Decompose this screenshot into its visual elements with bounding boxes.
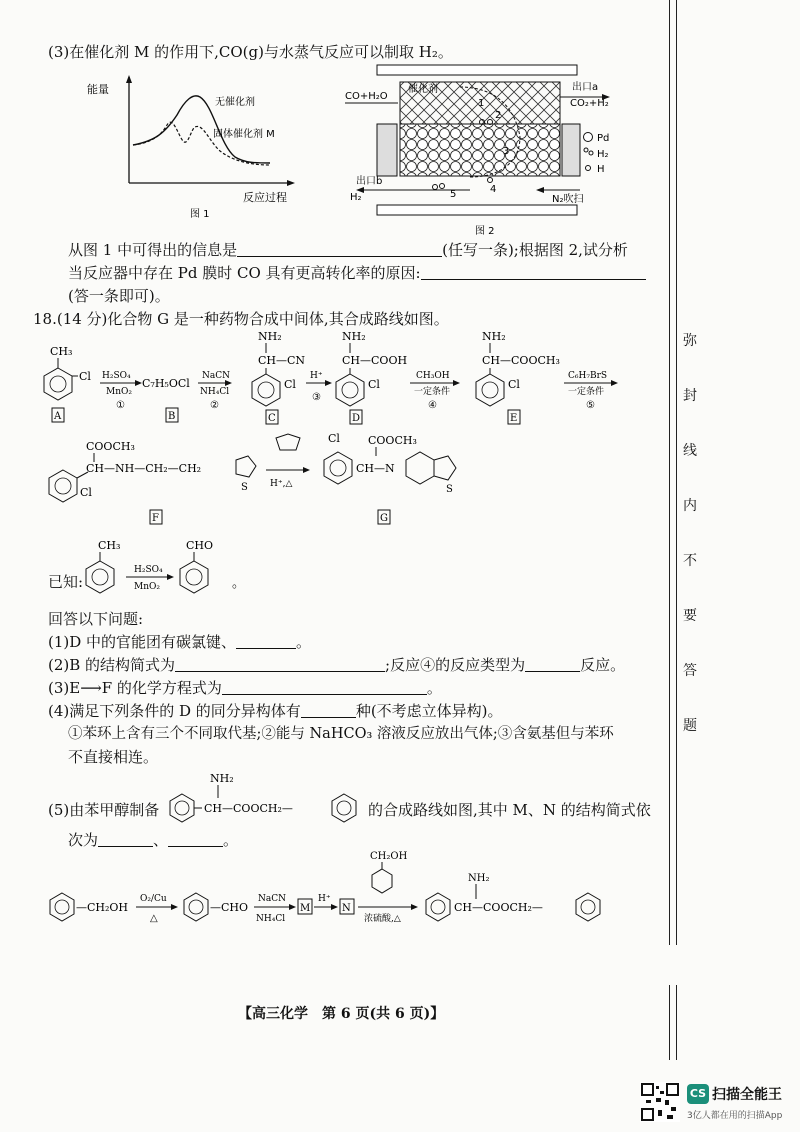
e-cl: Cl <box>508 378 520 391</box>
a-cl: Cl <box>79 370 91 383</box>
svg-text:。: 。 <box>232 576 246 591</box>
q3-line1a: 从图 1 中可得出的信息是 <box>68 241 238 259</box>
label-c: C <box>268 413 276 424</box>
c-nh2: NH₂ <box>258 330 282 343</box>
fig1-curve1-label: 无催化剂 <box>215 97 255 108</box>
q3-line1b: (任写一条);根据图 2,试分析 <box>442 241 628 259</box>
answer-blank[interactable] <box>175 657 385 672</box>
b-formula: C₇H₅OCl <box>142 377 190 390</box>
qr-code <box>640 1082 680 1122</box>
known-bot: MnO₂ <box>134 582 160 592</box>
fig2-outlet-a-products: CO₂+H₂ <box>570 98 609 109</box>
fig2-step: 3 <box>503 146 510 157</box>
seal-char: 答 <box>683 663 697 679</box>
d-chain: CH—COOH <box>342 354 408 367</box>
r3-num: ③ <box>312 392 321 403</box>
r2-bot: NH₄Cl <box>200 387 230 397</box>
q18-q5c: 次为 <box>68 831 99 849</box>
answer-blank[interactable] <box>421 265 646 280</box>
synthesis-row-2 <box>38 430 598 530</box>
scanner-logo: CS <box>687 1084 709 1104</box>
q5-route <box>48 845 628 925</box>
q18-q3: (3)E⟶F 的化学方程式为 <box>48 679 222 697</box>
fig2-step: 1 <box>478 98 485 109</box>
route-start: —CH₂OH <box>76 901 129 914</box>
route-cho: —CHO <box>210 901 249 914</box>
fig2-legend-pd: Pd <box>597 133 610 144</box>
scanner-name: 扫描全能王 <box>712 1087 782 1103</box>
d-nh2: NH₂ <box>342 330 366 343</box>
r4-top: CH₃OH <box>416 371 450 381</box>
label-b: B <box>168 411 176 422</box>
route-s1-top: O₂/Cu <box>140 894 167 904</box>
label-e: E <box>510 413 518 424</box>
g-cooch3: COOCH₃ <box>368 434 417 447</box>
route-s4-top: CH₂OH <box>370 851 408 862</box>
seal-char: 弥 <box>683 333 697 349</box>
f-chain: CH—NH—CH₂—CH₂ <box>86 462 202 475</box>
answer-blank[interactable] <box>237 242 442 257</box>
r4-num: ④ <box>428 400 437 411</box>
r2-top: NaCN <box>202 371 231 381</box>
q18-q2b: ;反应④的反应类型为 <box>385 656 526 674</box>
known-ch3: CH₃ <box>98 539 121 552</box>
fig1-caption: 图 1 <box>190 209 210 220</box>
a-ch3: CH₃ <box>50 345 73 358</box>
c-cl: Cl <box>284 378 296 391</box>
answer-intro: 回答以下问题: <box>48 610 144 628</box>
fig2-step: 2 <box>495 110 502 121</box>
q5-chain: CH—COOCH₂— <box>204 802 293 815</box>
q18-title: 18.(14 分)化合物 G 是一种药物合成中间体,其合成路线如图。 <box>33 310 449 328</box>
q18-q2a: (2)B 的结构简式为 <box>48 656 176 674</box>
fig2-legend-h: H <box>597 164 605 175</box>
q18-q1: (1)D 中的官能团有碳氯键、 <box>48 633 237 651</box>
figure-2 <box>340 62 630 240</box>
seal-char: 线 <box>683 443 697 459</box>
seal-char: 要 <box>683 608 697 624</box>
fig2-outlet-b-product: H₂ <box>350 192 362 203</box>
route-s2-top: NaCN <box>258 894 287 904</box>
answer-blank[interactable] <box>301 703 356 718</box>
seal-line <box>676 985 677 1060</box>
route-s1-bot: △ <box>150 913 158 924</box>
fig2-outlet-a: 出口a <box>572 82 599 93</box>
r2-num: ② <box>210 400 219 411</box>
route-s4-bot: 浓硫酸,△ <box>364 914 401 924</box>
e-chain: CH—COOCH₃ <box>482 354 560 367</box>
q18-q5a: (5)由苯甲醇制备 <box>48 801 160 819</box>
route-prod-chain: CH—COOCH₂— <box>454 901 543 914</box>
route-m: M <box>300 903 311 914</box>
seal-line <box>669 985 670 1060</box>
label-f: F <box>152 513 159 524</box>
answer-blank[interactable] <box>525 657 580 672</box>
r1-bot: MnO₂ <box>106 387 132 397</box>
q3-intro: (3)在催化剂 M 的作用下,CO(g)与水蒸气反应可以制取 H₂。 <box>48 43 453 61</box>
r5-top: C₆H₇BrS <box>568 371 608 381</box>
scanner-tagline: 3亿人都在用的扫描App <box>687 1111 783 1121</box>
route-s2-bot: NH₄Cl <box>256 914 286 924</box>
figure-1 <box>85 75 300 220</box>
seal-line <box>669 0 670 945</box>
q18-q4a: (4)满足下列条件的 D 的同分异构体有 <box>48 702 301 720</box>
g-s: S <box>446 484 453 495</box>
g-cl: Cl <box>328 432 340 445</box>
r6-bot: H⁺,△ <box>270 479 293 489</box>
q18-q5b: 的合成路线如图,其中 M、N 的结构简式依 <box>368 801 651 819</box>
fig1-xlabel: 反应过程 <box>243 191 287 204</box>
q3-line2: 当反应器中存在 Pd 膜时 CO 具有更高转化率的原因: <box>68 264 421 282</box>
q3-line3: (答一条即可)。 <box>68 287 170 305</box>
fig1-curve2-label: 固体催化剂 M <box>213 129 275 140</box>
fig2-step: 5 <box>450 189 457 200</box>
page-footer: 【高三化学 第 6 页(共 6 页)】 <box>238 1006 445 1022</box>
fig2-outlet-b: 出口b <box>356 176 383 187</box>
r1-top: H₂SO₄ <box>102 371 131 381</box>
q5-nh2: NH₂ <box>210 772 234 785</box>
c-chain: CH—CN <box>258 354 306 367</box>
fig2-step: 4 <box>490 184 497 195</box>
fig2-n2: N₂吹扫 <box>552 194 584 205</box>
r4-bot: 一定条件 <box>414 387 451 397</box>
route-s3-top: H⁺ <box>318 894 331 904</box>
q5-target <box>168 772 368 827</box>
q18-q4c: ①苯环上含有三个不同取代基;②能与 NaHCO₃ 溶液反应放出气体;③含氨基但与苯环 <box>68 726 614 742</box>
r5-num: ⑤ <box>586 400 595 411</box>
e-nh2: NH₂ <box>482 330 506 343</box>
fig2-legend-h2: H₂ <box>597 149 609 160</box>
synthesis-row-1 <box>38 328 638 428</box>
route-prod-nh2: NH₂ <box>468 873 490 884</box>
g-chain: CH—N <box>356 462 395 475</box>
f-cl: Cl <box>80 486 92 499</box>
label-a: A <box>54 411 62 422</box>
seal-char: 内 <box>683 498 697 514</box>
d-cl: Cl <box>368 378 380 391</box>
known-top: H₂SO₄ <box>134 565 163 575</box>
f-s: S <box>241 482 248 493</box>
route-n: N <box>342 903 351 914</box>
answer-blank[interactable] <box>236 634 296 649</box>
fig1-ylabel: 能量 <box>87 83 109 96</box>
q18-q4b: 种(不考虑立体异构)。 <box>355 702 503 720</box>
answer-blank[interactable] <box>222 680 427 695</box>
r3-top: H⁺ <box>310 371 323 381</box>
seal-line <box>676 0 677 945</box>
r1-num: ① <box>116 400 125 411</box>
label-d: D <box>352 413 361 424</box>
seal-char: 题 <box>683 718 697 734</box>
r5-bot: 一定条件 <box>568 387 605 397</box>
known-cho: CHO <box>186 539 214 552</box>
known-prefix: 已知: <box>48 573 84 591</box>
label-g: G <box>380 513 388 524</box>
seal-char: 封 <box>683 388 697 404</box>
seal-char: 不 <box>683 553 697 569</box>
fig2-catalyst: 催化剂 <box>408 84 438 95</box>
q18-q2c: 反应。 <box>580 656 626 674</box>
fig2-caption: 图 2 <box>475 226 495 237</box>
f-cooch3: COOCH₃ <box>86 440 135 453</box>
q18-q4d: 不直接相连。 <box>68 748 159 766</box>
known-reaction <box>82 535 262 605</box>
fig2-inlet: CO+H₂O <box>345 91 388 102</box>
